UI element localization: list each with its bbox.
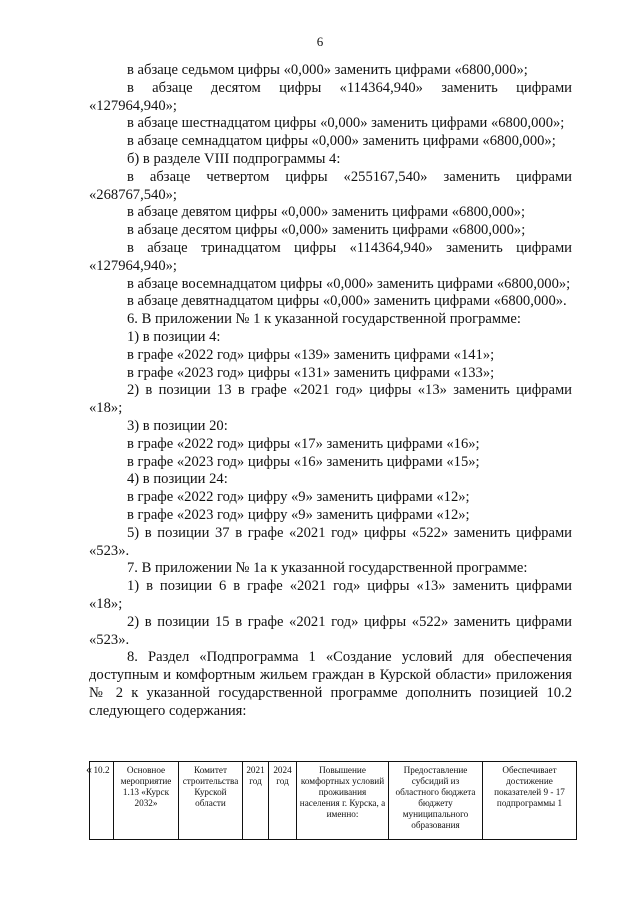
position-table-wrap — [89, 761, 577, 840]
paragraph: б) в разделе VIII подпрограммы 4: — [127, 150, 341, 167]
paragraph: 5) в позиции 37 в графе «2021 год» цифры «522» заменить цифрами «523». — [89, 524, 572, 559]
paragraph: в абзаце восемнадцатом цифры «0,000» заменить цифрами «6800,000»; — [127, 275, 571, 292]
cell-main-directions: Предоставление субсидий из областного бюджета бюджету муниципального образования — [389, 762, 483, 840]
paragraph: в абзаце девятнадцатом цифры «0,000» заменить цифрами «6800,000». — [127, 293, 567, 310]
paragraph: 8. Раздел «Подпрограмма 1 «Создание условий для обеспечения доступным и комфортным жильем граждан в Курской области» приложения № 2 к указанной государственной программе дополнить позицией 10.2 следующего содержания: — [89, 649, 572, 719]
document-body — [89, 62, 572, 720]
cell-measure-name: Основное мероприятие 1.13 «Курск 2032» — [114, 762, 179, 840]
table-row — [90, 762, 577, 840]
paragraph: 1) в позиции 6 в графе «2021 год» цифры «13» заменить цифрами «18»; — [89, 578, 572, 612]
cell-end-year: 2024 год — [269, 762, 297, 840]
cell-position-number: 10.2 — [90, 762, 114, 840]
paragraph: в абзаце седьмом цифры «0,000» заменить цифрами «6800,000»; — [127, 62, 528, 78]
paragraph: 7. В приложении № 1а к указанной государственной программе: — [127, 560, 528, 577]
paragraph: в графе «2023 год» цифры «16» заменить цифрами «15»; — [127, 453, 480, 470]
paragraph: 2) в позиции 13 в графе «2021 год» цифры «13» заменить цифрами «18»; — [89, 382, 572, 417]
paragraph: в графе «2022 год» цифру «9» заменить цифрами «12»; — [127, 489, 470, 506]
cell-responsible: Комитет строительства Курской области — [179, 762, 243, 840]
paragraph: в абзаце семнадцатом цифры «0,000» заменить цифрами «6800,000»; — [127, 133, 556, 150]
paragraph: 4) в позиции 24: — [127, 471, 228, 488]
paragraph: в абзаце девятом цифры «0,000» заменить цифрами «6800,000»; — [127, 204, 526, 221]
paragraph: в абзаце десятом цифры «114364,940» заменить цифрами «127964,940»; — [89, 79, 572, 114]
cell-indicators-link: Обеспечивает достижение показателей 9 - 17 подпрограммы 1 — [483, 762, 577, 840]
cell-expected-result: Повышение комфортных условий проживания населения г. Курска, а именно: — [297, 762, 389, 840]
paragraph: в абзаце десятом цифры «0,000» заменить цифрами «6800,000»; — [127, 222, 526, 239]
paragraph: 2) в позиции 15 в графе «2021 год» цифры «522» заменить цифрами «523». — [89, 613, 572, 648]
paragraph: 6. В приложении № 1 к указанной государственной программе: — [127, 311, 521, 328]
paragraph: в абзаце тринадцатом цифры «114364,940» заменить цифрами «127964,940»; — [89, 239, 572, 274]
paragraph: в графе «2023 год» цифру «9» заменить цифрами «12»; — [127, 506, 470, 523]
paragraph: 3) в позиции 20: — [127, 417, 228, 434]
cell-start-year: 2021 год — [243, 762, 269, 840]
page-number: 6 — [316, 34, 324, 49]
position-table — [89, 761, 577, 840]
paragraph: 1) в позиции 4: — [127, 328, 221, 345]
paragraph: в графе «2023 год» цифры «131» заменить цифрами «133»; — [127, 364, 495, 381]
paragraph: в графе «2022 год» цифры «17» заменить цифрами «16»; — [127, 435, 480, 452]
table-opening-quote: « — [86, 762, 92, 776]
paragraph: в абзаце шестнадцатом цифры «0,000» заменить цифрами «6800,000»; — [127, 115, 565, 132]
paragraph: в графе «2022 год» цифры «139» заменить цифрами «141»; — [127, 346, 495, 363]
paragraph: в абзаце четвертом цифры «255167,540» заменить цифрами «268767,540»; — [89, 168, 572, 203]
